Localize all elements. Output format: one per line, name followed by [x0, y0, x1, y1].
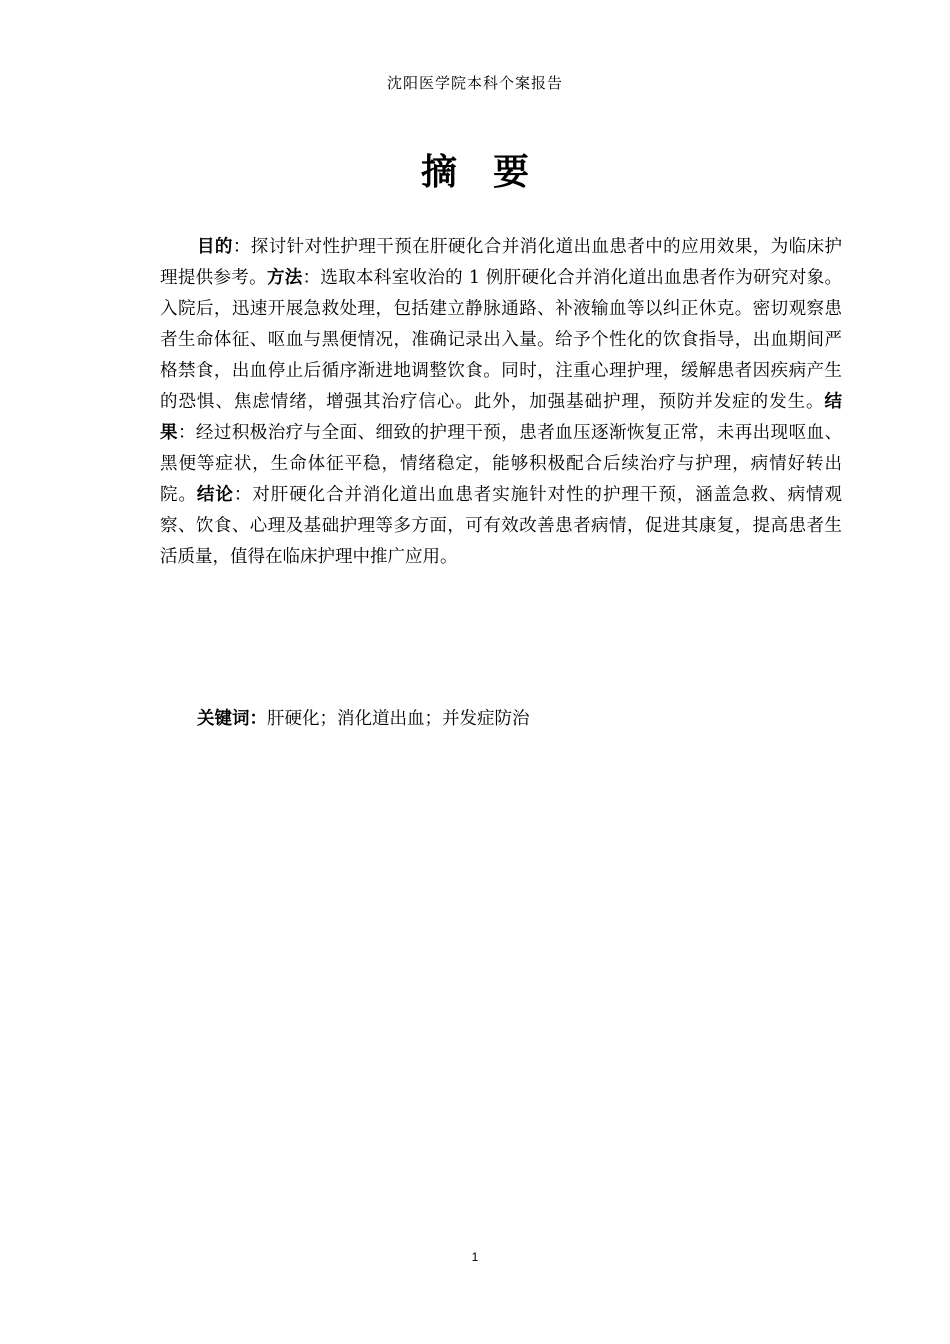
keywords-text: 肝硬化；消化道出血；并发症防治 — [267, 709, 530, 729]
conclusion-label: 结论 — [196, 485, 234, 505]
abstract-title: 摘要 — [420, 151, 565, 193]
running-header: 沈阳医学院本科个案报告 — [386, 74, 563, 92]
keywords-line — [197, 704, 842, 735]
abstract-paragraph — [160, 232, 842, 573]
conclusion-text: ：对肝硬化合并消化道出血患者实施针对性的护理干预，涵盖急救、病情观察、饮食、心理及基础护理等多方面，可有效改善患者病情，促进其康复，提高患者生活质量，值得在临床护理中推广应用。 — [160, 485, 843, 567]
objective-text: ：探讨针对性护理干预在肝硬化合并消化道出血患者中的应用效果，为临床护理提供参考。 — [160, 237, 842, 288]
methods-text: ：选取本科室收治的 1 例肝硬化合并消化道出血患者作为研究对象。入院后，迅速开展急救处理，包括建立静脉通路、补液输血等以纠正休克。密切观察患者生命体征、呕血与黑便情况，准确记录出入量。给予个性化的饮食指导，出血期间严格禁食，出血停止后循序渐进地调整饮食。同时，注重心理护理，缓解患者因疾病产生的恐惧、焦虑情绪，增强其治疗信心。此外，加强基础护理，预防并发症的发生。 — [160, 268, 843, 412]
results-label: 结果 — [160, 392, 842, 443]
keywords-label: 关键词： — [197, 709, 267, 729]
objective-label: 目的 — [197, 237, 233, 257]
methods-label: 方法 — [266, 268, 303, 288]
results-text: ：经过积极治疗与全面、细致的护理干预，患者血压逐渐恢复正常，未再出现呕血、黑便等症状，生命体征平稳，情绪稳定，能够积极配合后续治疗与护理，病情好转出院。 — [160, 423, 843, 505]
page-number: 1 — [471, 1250, 479, 1264]
